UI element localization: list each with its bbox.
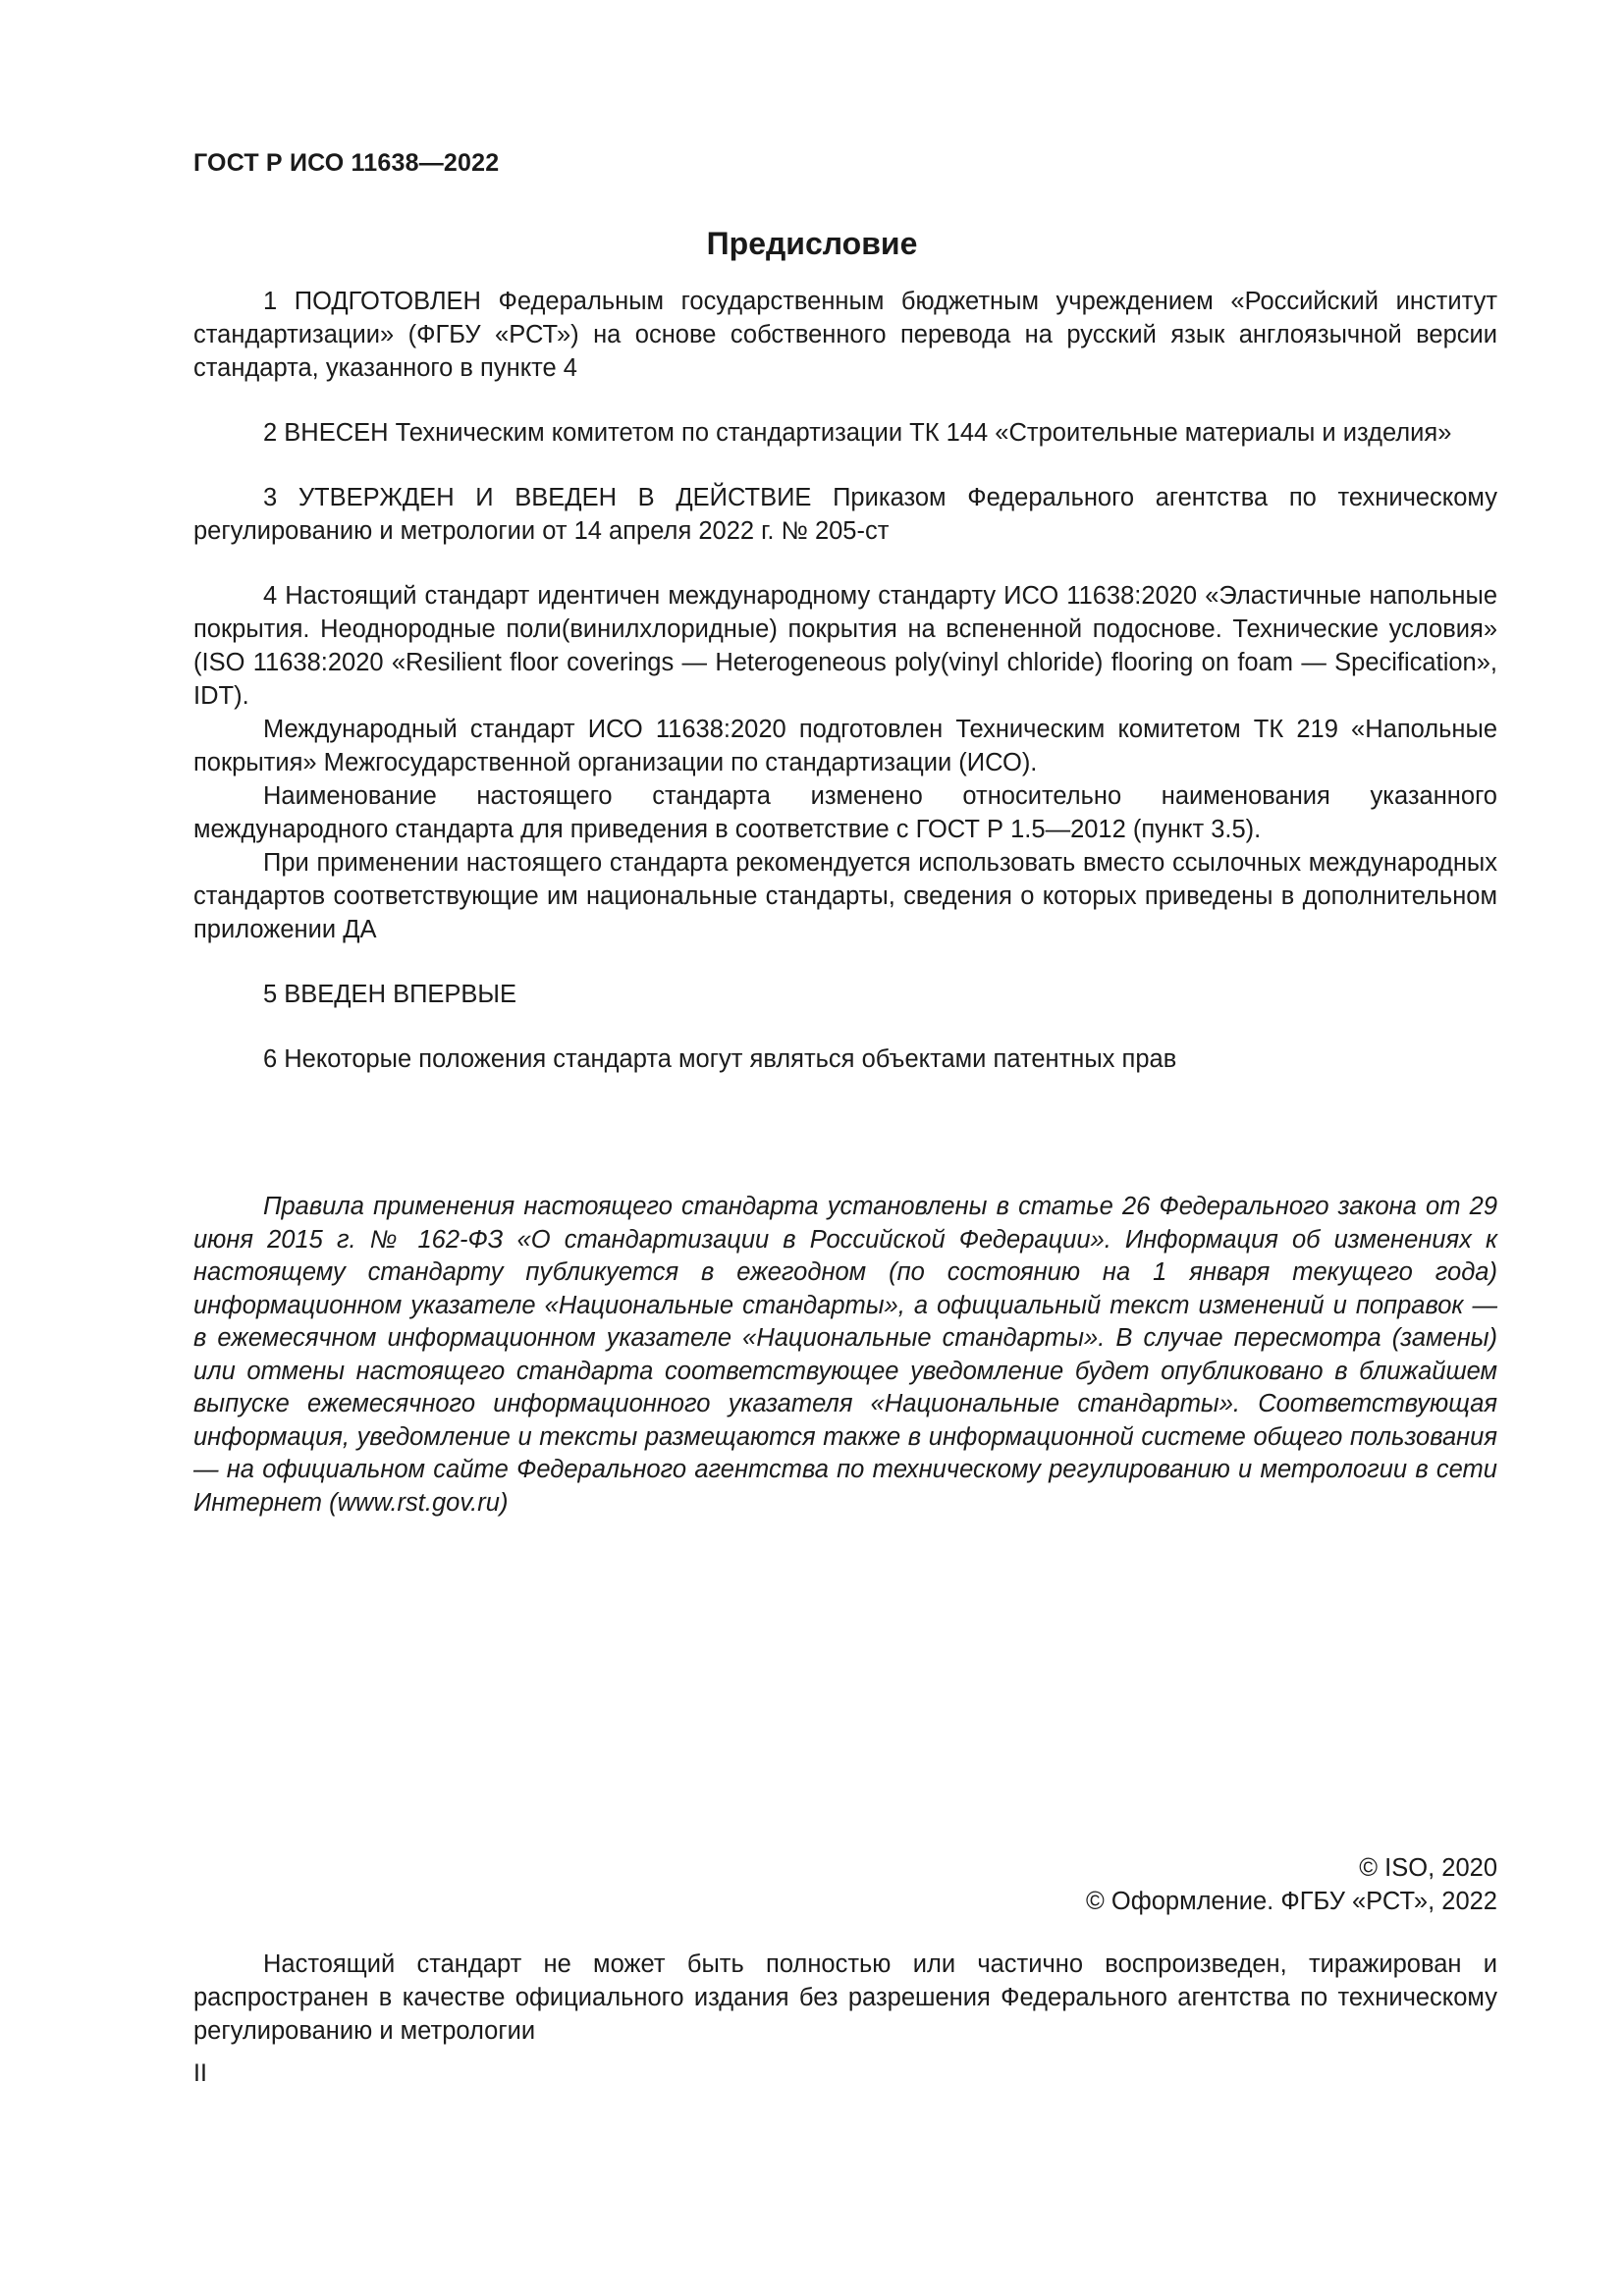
copyright-block [1086,1851,1497,1918]
foreword-item-3: 3 УТВЕРЖДЕН И ВВЕДЕН В ДЕЙСТВИЕ Приказом Федерального агентства по техническому регулированию и метрологии от 14 апреля 2022 г. № 205-ст [193,484,1497,545]
foreword-item-6: 6 Некоторые положения стандарта могут являться объектами патентных прав [263,1045,1177,1073]
copyright-design: © Оформление. ФГБУ «РСТ», 2022 [1086,1888,1497,1915]
foreword-item-2: 2 ВНЕСЕН Техническим комитетом по стандартизации ТК 144 «Строительные материалы и изделия» [263,419,1452,447]
foreword-content [193,285,1497,1076]
foreword-item-4-references: При применении настоящего стандарта рекомендуется использовать вместо ссылочных международных стандартов соответствующие им национальные стандарты, сведения о которых приведены в дополнительном приложении ДА [193,849,1497,943]
page-title: Предисловие [706,226,918,261]
foreword-item-4-iso-info: Международный стандарт ИСО 11638:2020 подготовлен Техническим комитетом ТК 219 «Напольные покрытия» Межгосударственной организации по стандартизации (ИСО). [193,716,1497,776]
foreword-item-1: 1 ПОДГОТОВЛЕН Федеральным государственным бюджетным учреждением «Российский институт стандартизации» (ФГБУ «РСТ») на основе собственного перевода на русский язык англоязычной версии стандарта, указанного в пункте 4 [193,288,1497,382]
foreword-item-4-name-change: Наименование настоящего стандарта изменено относительно наименования указанного международного стандарта для приведения в соответствие с ГОСТ Р 1.5—2012 (пункт 3.5). [193,782,1497,843]
page-number: II [193,2059,207,2087]
copyright-iso: © ISO, 2020 [1359,1854,1497,1882]
foreword-item-5: 5 ВВЕДЕН ВПЕРВЫЕ [263,981,517,1008]
document-code-header: ГОСТ Р ИСО 11638—2022 [193,149,500,177]
foreword-item-4: 4 Настоящий стандарт идентичен международному стандарту ИСО 11638:2020 «Эластичные напольные покрытия. Неоднородные поли(винилхлоридные) покрытия на вспененной подоснове. Технические условия» (ISO 11638:2020 «Resilient floor coverings — Heterogeneous poly(vinyl chloride) flooring on foam — Specification», IDT). [193,582,1497,710]
reproduction-notice: Настоящий стандарт не может быть полностью или частично воспроизведен, тиражирован и распространен в качестве официального издания без разрешения Федерального агентства по техническому регулированию и метрологии [193,1950,1497,2045]
application-rules-notice: Правила применения настоящего стандарта установлены в статье 26 Федерального закона от 29 июня 2015 г. № 162-ФЗ «О стандартизации в Российской Федерации». Информация об изменениях к настоящему стандарту публикуется в ежегодном (по состоянию на 1 января текущего года) информационном указателе «Национальные стандарты», а официальный текст изменений и поправок — в ежемесячном информационном указателе «Национальные стандарты». В случае пересмотра (замены) или отмены настоящего стандарта соответствующее уведомление будет опубликовано в ближайшем выпуске ежемесячного информационного указателя «Национальные стандарты». Соответствующая информация, уведомление и тексты размещаются также в информационной системе общего пользования — на официальном сайте Федерального агентства по техническому регулированию и метрологии в сети Интернет (www.rst.gov.ru) [193,1193,1497,1517]
